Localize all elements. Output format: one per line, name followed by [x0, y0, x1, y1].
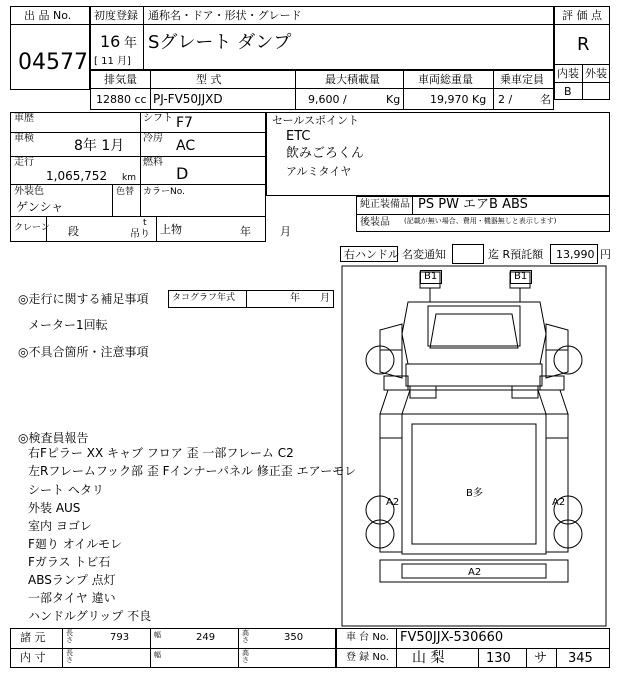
crane-ton: t — [143, 218, 147, 228]
width-value: 249 — [196, 632, 216, 643]
meter-note: メーター1回転 — [28, 318, 108, 332]
reg-number: 345 — [568, 651, 593, 666]
inner-length-label: 長さ — [66, 649, 73, 665]
bed-damage-label: B多 — [466, 488, 483, 499]
body-label: 上物 — [160, 223, 182, 236]
sales-point-2: 飲みごろくん — [286, 146, 365, 161]
tachograph-month: 月 — [320, 293, 330, 304]
max-load-value: 9,600 / — [308, 93, 347, 106]
cab-roof — [402, 302, 546, 364]
b1-right-label: B1 — [514, 271, 528, 282]
max-load-label: 最大積載量 — [325, 73, 380, 86]
displacement-value: 12880 cc — [96, 93, 147, 106]
color-change-label: 色替 — [116, 187, 135, 197]
history-label: 車歴 — [14, 113, 34, 124]
sales-point-3: アルミタイヤ — [286, 165, 352, 178]
tachograph-label: タコグラフ年式 — [172, 293, 236, 303]
defects-label: ◎不具合箇所・注意事項 — [18, 345, 149, 359]
tachograph-year: 年 — [290, 293, 300, 304]
rating-value: R — [577, 34, 590, 55]
reg-class: 130 — [486, 651, 511, 666]
year-unit: 年 — [124, 36, 138, 51]
shift-value: F7 — [176, 115, 193, 131]
cab-front — [406, 364, 542, 386]
shift-label: シフト — [143, 113, 173, 124]
chassis-no-value: FV50JJX-530660 — [400, 630, 504, 645]
first-reg-month: [ 11 月] — [94, 56, 131, 67]
mileage-note-label: ◎走行に関する補足事項 — [18, 292, 149, 306]
interior-grade: B — [564, 85, 572, 98]
a2-bottom-label: A2 — [468, 567, 482, 578]
inner-dims-label: 内 寸 — [20, 651, 46, 664]
gross-weight-value: 19,970 Kg — [430, 93, 487, 106]
lot-number: 04577 — [18, 50, 88, 75]
sales-point-1: ETC — [286, 129, 311, 144]
report-line-8: ABSランプ 点灯 — [28, 573, 116, 587]
inspector-label: ◎検査員報告 — [18, 431, 89, 445]
genuine-equip-items: PS PW エアB ABS — [418, 197, 528, 212]
length-value: 793 — [110, 632, 130, 643]
mileage-value: 1,065,752 — [46, 169, 108, 183]
bed-front-slope — [380, 390, 568, 414]
genuine-equip-label: 純正装備品 — [360, 199, 410, 210]
crane-label: クレーン — [14, 223, 50, 233]
report-line-2: 左Rフレームフック部 歪 Fインナーパネル 修正歪 エアーモレ — [28, 464, 357, 478]
first-reg-label: 初度登録 — [94, 9, 138, 22]
year-value: 16 — [100, 32, 121, 51]
displacement-label: 排気量 — [104, 73, 137, 86]
rating-label: 評 価 点 — [562, 9, 602, 22]
width-label: 幅 — [154, 631, 161, 639]
fuel-value: D — [176, 164, 189, 183]
reg-kana: サ — [534, 651, 548, 666]
height-label: 高さ — [242, 629, 249, 645]
report-line-6: F廻り オイルモレ — [28, 537, 123, 551]
model-code-value: PJ-FV50JJXD — [153, 92, 223, 106]
report-line-9: 一部タイヤ 違い — [28, 591, 116, 605]
report-line-3: シート ヘタリ — [28, 483, 104, 497]
inner-height-label: 高さ — [242, 649, 249, 665]
capacity-label: 乗車定員 — [500, 73, 544, 86]
crane-stages: 段 — [68, 225, 79, 238]
crane-hoist: 吊り — [130, 229, 150, 240]
interior-grade-label: 内装 — [557, 67, 579, 80]
chassis-no-label: 車 台 No. — [346, 632, 389, 643]
body-year: 年 — [240, 225, 251, 238]
reg-no-label: 登 録 No. — [346, 652, 389, 663]
bed-floor — [402, 414, 546, 554]
mileage-unit: km — [122, 173, 136, 183]
gross-weight-label: 車両総重量 — [418, 73, 473, 86]
specs-row-label: 諸 元 — [20, 631, 46, 644]
report-line-10: ハンドルグリップ 不良 — [28, 609, 152, 623]
color-code-label: カラーNo. — [143, 187, 185, 197]
exterior-grade-label: 外装 — [585, 67, 607, 80]
report-line-4: 外装 AUS — [28, 501, 81, 515]
inner-width-label: 幅 — [154, 651, 161, 659]
drive-side-label: 右ハンドル — [344, 248, 399, 261]
lot-label: 出 品 No. — [24, 9, 72, 22]
reg-region: 山 梨 — [412, 650, 445, 666]
bed-left-gate — [380, 414, 402, 552]
sales-point-label: セールスポイント — [272, 114, 360, 127]
a2-left-label: A2 — [386, 497, 400, 508]
capacity-value: 2 / — [498, 93, 513, 106]
deposit-unit: 円 — [600, 248, 611, 261]
windshield — [430, 314, 518, 348]
report-line-5: 室内 ヨゴレ — [28, 519, 92, 533]
report-line-1: 右Fピラー XX キャブ フロア 歪 一部フレーム C2 — [28, 446, 294, 460]
bed-right-gate — [546, 414, 568, 552]
b1-left-label: B1 — [424, 271, 438, 282]
name-change-box — [452, 244, 484, 264]
inspection-label: 車検 — [14, 133, 34, 144]
a2-right-label: A2 — [552, 497, 566, 508]
height-value: 350 — [284, 632, 304, 643]
body-month: 月 — [280, 225, 291, 238]
aftermarket-note: (記載が無い場合、費用・機器無しと表示します) — [404, 217, 557, 225]
ext-color-value: ゲンシャ — [16, 200, 64, 214]
deposit-value: 13,990 — [556, 248, 595, 261]
mileage-label: 走行 — [14, 157, 34, 168]
model-code-label: 型 式 — [196, 73, 222, 86]
report-line-7: Fガラス トビ石 — [28, 555, 111, 569]
capacity-unit: 名 — [540, 93, 551, 106]
recycle-deposit-label: 迄 R預託額 — [488, 248, 544, 261]
name-change-label: 名変通知 — [402, 248, 446, 261]
fuel-label: 燃料 — [143, 157, 163, 168]
ac-value: AC — [176, 138, 196, 154]
length-label: 長さ — [66, 629, 73, 645]
ac-label: 冷房 — [143, 133, 163, 144]
model-name-label: 通称名・ドア・形状・グレード — [148, 9, 302, 22]
ext-color-label: 外装色 — [14, 186, 44, 197]
inspection-value: 8年 1月 — [74, 138, 125, 154]
model-name: Sグレート ダンプ — [148, 32, 292, 53]
aftermarket-label: 後装品 — [360, 217, 390, 228]
max-load-unit: Kg — [386, 93, 401, 106]
